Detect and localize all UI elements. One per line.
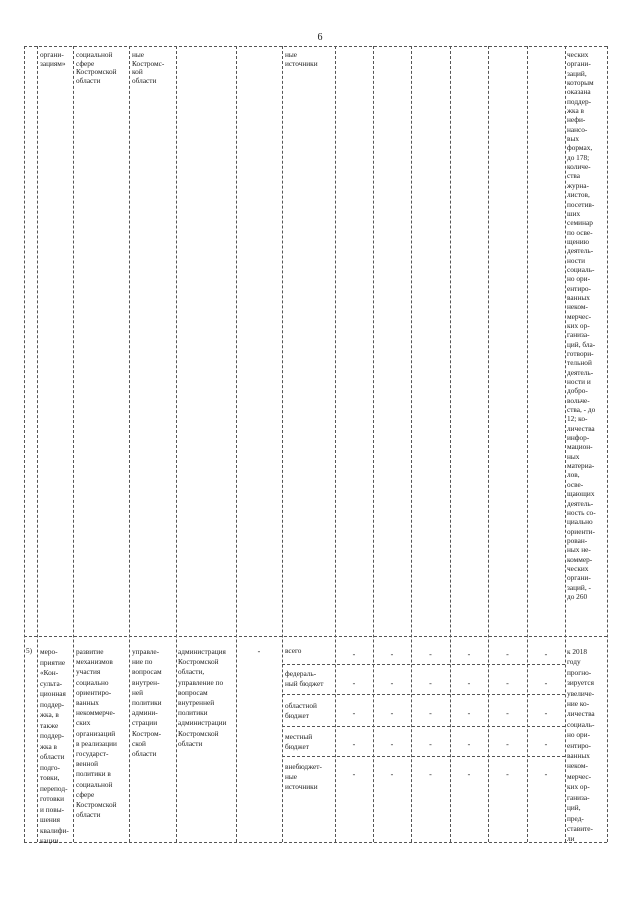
top-row-name-cell: органи- зациям»: [40, 51, 66, 68]
funding-value-cell: -: [544, 650, 548, 659]
source-row-divider: [282, 756, 565, 757]
top-row-executor-cell: ные Костромс- кой области: [132, 51, 165, 86]
page-number: 6: [317, 32, 323, 43]
funding-value-cell: -: [467, 679, 471, 688]
funding-value-cell: -: [544, 679, 548, 688]
funding-value-cell: -: [429, 740, 432, 749]
expected-result-cell: к 2018 году прогно- зируется увеличе- ние ко- личества социаль- но ори- ентиро- ванных неком- мерчес- ких ор- ганиза- ций, пред- ставите- ли: [567, 647, 595, 844]
column-border: [607, 46, 608, 842]
funding-value-cell: -: [467, 770, 471, 779]
funding-value-cell: -: [544, 770, 548, 779]
row-number: 5): [26, 647, 33, 655]
column-border: [450, 46, 451, 842]
column-border: [527, 46, 528, 842]
column-border: [176, 46, 177, 842]
funding-value-cell: -: [352, 770, 356, 779]
column-border: [373, 46, 374, 842]
column-border: [282, 46, 283, 842]
funding-value-cell: -: [506, 770, 509, 779]
column-border: [236, 46, 237, 842]
source-local: местный бюджет: [285, 732, 313, 751]
column-border: [129, 46, 130, 842]
funding-value-cell: -: [506, 740, 509, 749]
column-border: [565, 46, 566, 842]
funding-value-cell: -: [352, 679, 356, 688]
funding-value-cell: -: [390, 650, 394, 659]
column-border: [73, 46, 74, 842]
activity-name-cell: меро- приятие «Кон- сульта- ционная поддер- жка, в также поддер- жка в области подго- товки, перепод- готовки и повы- шения квалифи- кации: [40, 647, 69, 845]
row-divider: [24, 636, 607, 637]
funding-value-cell: -: [429, 770, 432, 779]
funding-value-cell: -: [429, 709, 432, 718]
funding-value-cell: -: [429, 650, 432, 659]
funding-value-cell: -: [352, 740, 356, 749]
source-regional: областной бюджет: [285, 701, 317, 720]
funding-value-cell: -: [352, 709, 356, 718]
funding-value-cell: -: [429, 679, 432, 688]
executor-cell: управле- ние по вопросам внутрен- ней политики админи- страции Костром- ской области: [132, 647, 162, 759]
source-row-divider: [282, 726, 565, 727]
funding-value-cell: -: [506, 709, 509, 718]
table-bottom-border: [24, 842, 607, 843]
column-border: [488, 46, 489, 842]
funding-value-cell: -: [506, 650, 509, 659]
column-border: [37, 46, 38, 842]
funding-value-cell: -: [544, 740, 548, 749]
funding-value-cell: -: [390, 679, 394, 688]
funding-value-cell: -: [390, 709, 394, 718]
column-border: [24, 46, 25, 842]
top-row-result-cell: ческих органи- заций, которым оказана поддер- жка в нефи- нансо- вых формах, до 178; количе- ства журна- листов, посетив- ших семинар по осве- щению деятель- ности социаль- но ори- ентиро- ванных неком- мерчес- ких ор- ганиза- ций, бла- готвори- тельной деятель- ности и добро- вольче- ства, - до 12; ко- личества инфор- мацион- ных материа- лов, осве- щающих деятель- ность со- циально ориенти- рован- ных не- коммер- ческих органи- заций, - до 260: [567, 50, 596, 601]
funding-value-cell: -: [467, 740, 471, 749]
source-total: всего: [285, 647, 302, 655]
funding-value-cell: -: [506, 679, 509, 688]
coexecutor-cell: администрация Костромской области, управление по вопросам внутренней политики администрации Костромской области: [178, 647, 227, 748]
funding-value-cell: -: [352, 650, 356, 659]
table-top-border: [24, 46, 607, 47]
source-row-divider: [282, 664, 565, 665]
funding-value-cell: -: [390, 770, 394, 779]
top-row-goal-cell: социальной сфере Костромской области: [76, 51, 117, 86]
source-extrabudget: внебюджет- ные источники: [285, 762, 322, 791]
top-row-source-cell: ные источники: [285, 51, 318, 68]
funding-value-cell: -: [544, 709, 548, 718]
funding-value-cell: -: [390, 740, 394, 749]
column-border: [335, 46, 336, 842]
term-cell: -: [257, 647, 261, 656]
source-row-divider: [282, 694, 565, 695]
source-federal: федераль- ный бюджет: [285, 669, 324, 688]
column-border: [411, 46, 412, 842]
funding-value-cell: -: [467, 650, 471, 659]
funding-value-cell: -: [467, 709, 471, 718]
activity-goal-cell: развитие механизмов участия социально ориентиро- ванных некоммерче- ских организаций в реализации государст- венной политики в социальной сфере Костромской области: [76, 647, 117, 820]
